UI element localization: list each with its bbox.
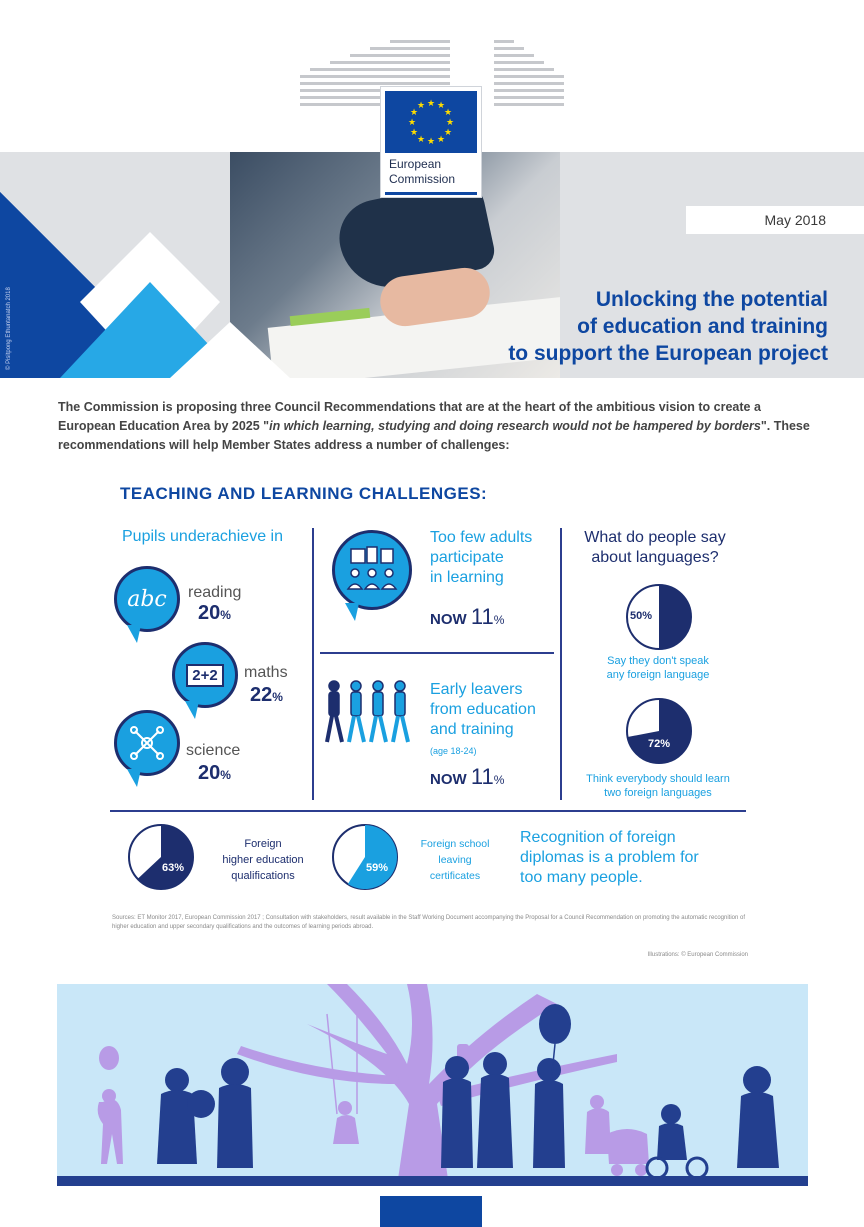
pie-two-languages [624,696,694,766]
date-box [686,206,864,234]
higher-education-caption [208,836,318,884]
svg-text:★: ★ [407,118,417,128]
svg-text:★: ★ [443,108,453,118]
adults-now-value: 11 [470,604,494,629]
svg-text:★: ★ [409,128,419,138]
leavers-heading-line1: Early leavers [430,681,523,698]
divider-bottom [110,810,746,812]
pie-higher-education-label: 63% [162,862,185,874]
leavers-heading [430,680,536,761]
svg-text:★: ★ [416,101,426,111]
adults-now-label: NOW [430,611,467,628]
molecule-icon [127,723,167,763]
title-line1: Unlocking the potential [595,288,828,311]
languages-heading [570,528,740,568]
reading-value-unit: % [220,608,231,622]
school-certificates-caption-line3: certificates [429,870,481,882]
maths-value [250,684,283,707]
building-graphic-right [494,40,564,152]
leavers-now-unit: % [493,773,505,787]
adults-heading-line2: participate [430,549,504,566]
adults-heading-line1: Too few adults [430,529,533,546]
pie-no-foreign-language-label: 50% [630,610,653,622]
divider-right [560,528,562,800]
reading-bubble [114,566,180,632]
leavers-now [430,764,504,790]
photo-credit: © Pisitpong Ethuntanatch 2018 [6,287,12,370]
adults-heading [430,528,532,588]
reading-value-number: 20 [198,602,221,624]
science-value-number: 20 [198,762,221,784]
recognition-text-line3: too many people. [520,869,643,886]
no-foreign-language-caption-line2: any foreign language [606,669,710,681]
no-foreign-language-slice [659,585,691,649]
page-title [508,286,828,367]
pie-two-languages-label: 72% [648,738,671,750]
maths-bubble [172,642,238,708]
children-illustration [57,984,808,1186]
two-languages-caption [568,772,748,800]
classroom-icon [345,545,399,595]
intro-part2: ". These recommendations will help Member States address a number of challenges: [58,419,810,452]
no-foreign-language-caption-line1: Say they don't speak [607,655,709,667]
pie-higher-education [126,822,196,892]
leavers-now-label: NOW [430,771,467,788]
leavers-heading-line2: from education [430,701,536,718]
title-line2: of education and training [577,315,828,338]
reading-label: reading [188,584,242,601]
adults-heading-line3: in learning [430,569,504,586]
maths-label: maths [244,664,288,681]
leavers-age-note: (age 18-24) [430,746,477,756]
underachieve-heading: Pupils underachieve in [122,528,283,545]
higher-education-caption-line1: Foreign [244,838,282,850]
title-line3: to support the European project [508,342,828,365]
ec-logo [380,86,482,198]
pie-school-certificates-label: 59% [366,862,389,874]
eu-stars-icon [385,91,477,153]
calculator-icon: 2+2 [186,664,223,687]
languages-heading-line1: What do people say [584,529,726,546]
svg-text:★: ★ [443,128,453,138]
divider-middle [320,652,554,654]
maths-value-unit: % [272,690,283,704]
maths-value-number: 22 [250,684,273,706]
school-certificates-caption-line1: Foreign school [420,838,490,850]
science-value [198,762,231,785]
abc-icon: abc [127,586,167,612]
footer-bar [380,1196,482,1227]
leavers-now-value: 11 [470,764,494,789]
illustrations-credit: Illustrations: © European Commission [647,952,748,958]
recognition-text-line2: diplomas is a problem for [520,849,699,866]
intro-part1: The Commission is proposing three Council Recommendations that are at the heart of the ambitious vision to create a European Education Area by 2025 " [58,400,761,433]
science-label: science [186,742,241,759]
science-value-unit: % [220,768,231,782]
two-languages-caption-line2: two foreign languages [604,787,712,799]
ec-logo-bar [385,192,477,195]
intro-paragraph [58,398,818,455]
no-foreign-language-caption [568,654,748,682]
higher-education-caption-line3: qualifications [231,870,295,882]
svg-text:★: ★ [436,135,446,145]
tree-and-children-silhouettes [57,984,808,1186]
section-title: TEACHING AND LEARNING CHALLENGES: [120,484,488,503]
sources-note: Sources: ET Monitor 2017, European Commission 2017 ; Consultation with stakeholders, result available in the Staff Working Document accompanying the Proposal for a Council Recommendation on promoting the automatic recognition of higher education and upper secondary qualifications and the outcomes of learning periods abroad. [112,915,746,930]
recognition-text-line1: Recognition of foreign [520,829,676,846]
ec-name [389,157,455,187]
adults-now-unit: % [493,613,505,627]
adults-bubble [332,530,412,610]
languages-heading-line2: about languages? [591,549,719,566]
svg-text:★: ★ [409,108,419,118]
ec-name-line1: European [389,157,442,171]
header [0,0,864,378]
recognition-text [520,828,760,888]
two-languages-caption-line1: Think everybody should learn [586,773,730,785]
geometric-triangles [0,152,300,378]
intro-quote: in which learning, studying and doing research would not be hampered by borders [269,419,761,433]
reading-value [198,602,231,625]
walking-people-icon [322,678,418,746]
eu-flag-icon [385,91,477,153]
divider-left [312,528,314,800]
ec-name-line2: Commission [389,172,456,186]
svg-text:★: ★ [436,101,446,111]
pie-school-certificates [330,822,400,892]
svg-text:★: ★ [426,99,436,109]
higher-education-caption-line2: higher education [222,854,304,866]
svg-text:★: ★ [426,137,436,147]
svg-text:★: ★ [416,135,426,145]
adults-now [430,604,504,630]
svg-text:★: ★ [445,118,455,128]
science-bubble [114,710,180,776]
school-certificates-caption [410,836,500,884]
publication-date: May 2018 [764,212,826,228]
school-certificates-caption-line2: leaving [438,854,472,866]
leavers-heading-line3: and training [430,721,514,738]
